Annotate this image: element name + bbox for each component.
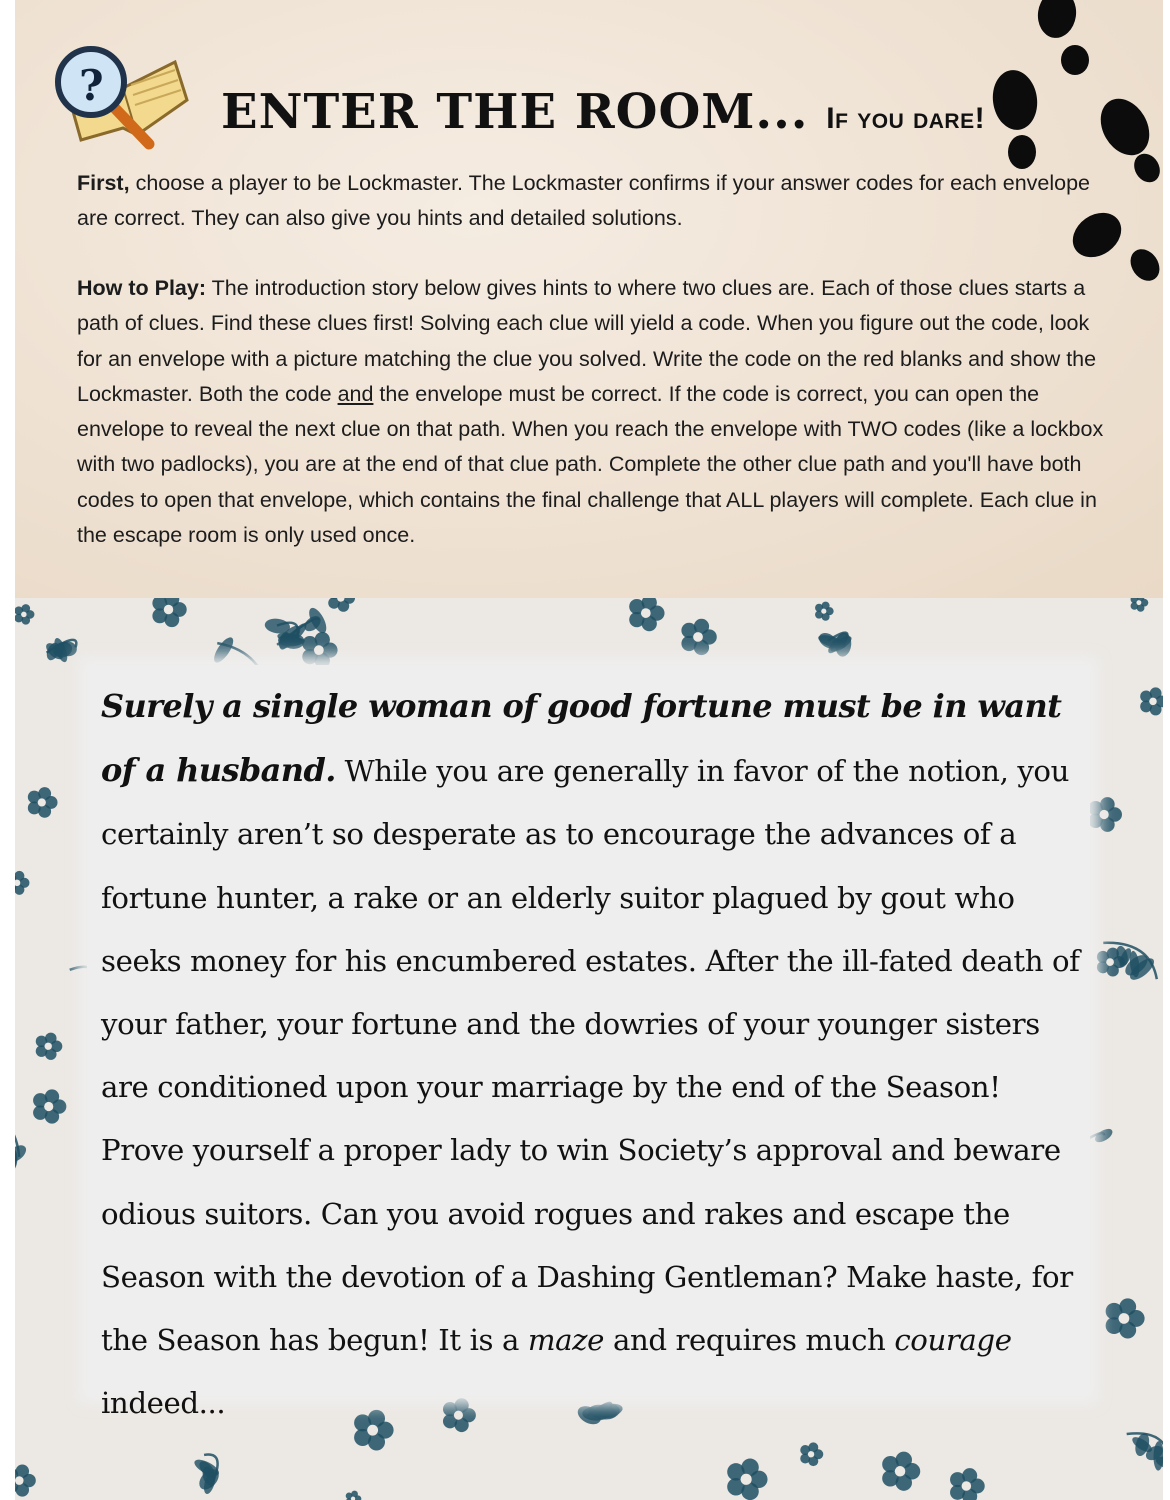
story-maze: maze (527, 1323, 605, 1358)
title-row (45, 40, 1025, 160)
story-text-c: indeed... (101, 1386, 226, 1421)
story-text-b: and requires much (612, 1323, 886, 1358)
floral-border (15, 598, 1163, 1500)
first-label: First, (77, 171, 130, 195)
svg-text:?: ? (79, 61, 104, 110)
story-text-a: While you are generally in favor of the notion, you certainly aren’t so desperate as to encourage the advances of a fortune hunter, a rake or an elderly suitor plagued by gout who seeks money for his encumbered estates. After the ill-fated death of your father, your fortune and the dowries of your younger sisters are conditioned upon your marriage by the end of the Season! Prove yourself a proper lady to win Society’s approval and beware odious suitors. Can you avoid rogues and rakes and escape the Season with the devotion of a Dashing Gentleman? Make haste, for the Season has begun! It is a (101, 754, 1080, 1358)
document-page (15, 0, 1163, 1500)
instructions-first (77, 166, 1117, 237)
howto-and: and (337, 381, 374, 406)
story-lead: Surely a single woman of good fortune must be in want of a husband. (101, 687, 1062, 790)
footprints-icon (975, 0, 1163, 300)
instructions-how-to-play (77, 271, 1117, 553)
story-courage: courage (894, 1323, 1012, 1358)
story-text (101, 675, 1086, 1435)
howto-text-a: The introduction story below gives hints to where two clues are. Each of those clues starts a path of clues. Find these clues first! Solving each clue will yield a code. When you figure out the code, look for an envelope with a picture matching the clue you solved. Write the code on the red blanks and show the Lockmaster. Both the code (77, 276, 1097, 406)
page-title (221, 84, 985, 140)
first-text: choose a player to be Lockmaster. The Lockmaster confirms if your answer codes for each envelope are correct. They can also give you hints and detailed solutions. (77, 171, 1091, 231)
story-panel (87, 665, 1090, 1421)
title-subtitle: If you dare! (826, 102, 986, 135)
title-main: ENTER THE ROOM... (221, 84, 809, 140)
book-magnifier-icon (45, 40, 195, 160)
howto-label: How to Play: (77, 276, 207, 300)
howto-text-b: the envelope must be correct. If the code is correct, you can open the envelope to reveal the next clue on that path. When you reach the envelope with TWO codes (like a lockbox with two padlocks), you are at the end of that clue path. Complete the other clue path and you'll have both codes to open that envelope, which contains the final challenge that ALL players will complete. Each clue in the escape room is only used once. (77, 381, 1104, 548)
parchment-header (15, 0, 1163, 598)
